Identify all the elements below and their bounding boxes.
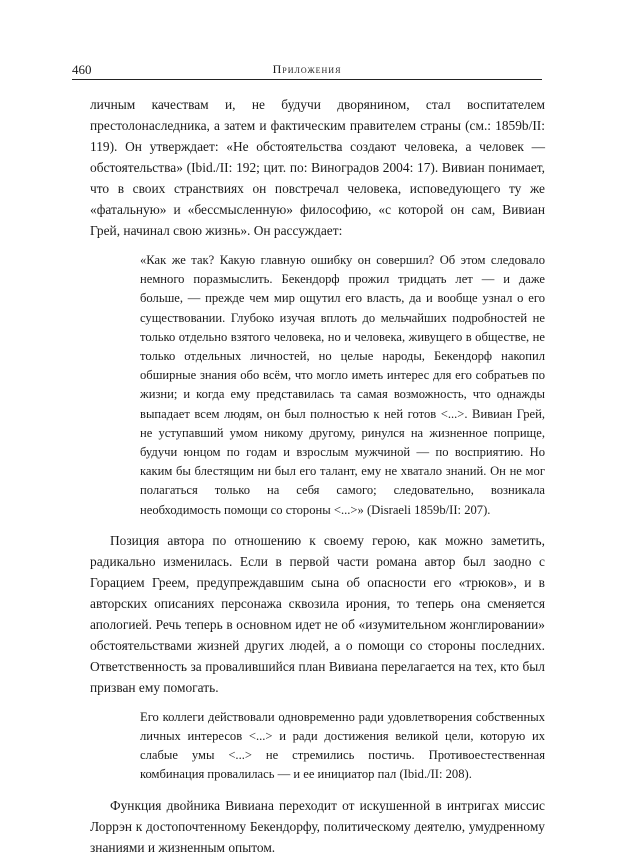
paragraph-2: Позиция автора по отношению к своему герою, как можно заметить, радикально изменилась. Если в первой части романа автор был заодно с Горацием Греем, предупреждавшим сына об опасности его «трюков», и в авторских описаниях персонажа сквозила ирония, то теперь она сменяется апологией. Речь теперь в основном идет не об «изумительном жонглировании» обстоятельствами жизней других людей, а о помощи со стороны последних. Ответственность за провалившийся план Вивиана перелагается на тех, кто был призван ему помогать. xyxy=(90,532,545,695)
paragraph-3: Функция двойника Вивиана переходит от искушенной в интригах миссис Лоррэн к достопочтенному Бекендорфу, политическому деятелю, умудренному знаниями и жизненным опытом. xyxy=(90,797,545,855)
page-number: 460 xyxy=(72,62,92,77)
paragraph-1: личным качествам и, не будучи дворянином, стал воспитателем престолонаследника, а затем и фактическим правителем страны (см.: 1859b/II: 119). Он утверждает: «Не обстоятельства создают человека, а человек — обстоятельства» (Ibid./II: 192; цит. по: Виноградов 2004: 17). Вивиан понимает, что в своих странствиях он повстречал человека, исповедующего ту же «фатальную» и «бессмысленную» философию, «с которой он сам, Вивиан Грей, начинал свою жизнь». Он рассуждает: xyxy=(90,97,545,238)
header-rule xyxy=(72,79,542,80)
block-quote-2: Его коллеги действовали одновременно ради удовлетворения собственных личных интересов <...> и ради достижения великой цели, которую их слабые умы <...> не стремились постичь. Противоестественная комбинация провалилась — и ее инициатор пал (Ibid./II: 208). xyxy=(140,709,545,782)
running-title: Приложения xyxy=(272,62,342,76)
main-text xyxy=(90,94,545,858)
block-quote-1: «Как же так? Какую главную ошибку он совершил? Об этом следовало немного поразмыслить. Бекендорф прожил тридцать лет — и даже больше, — прежде чем мир ощутил его власть, да и вообще узнал о его существовании. Глубоко изучая вплоть до мельчайших подробностей не только отдельно взятого человека, но и человека, живущего в обществе, не только отдельных личностей, но целые народы, Бекендорф накопил обширные знания обо всём, что могло иметь интерес для его собратьев по жизни; и когда ему представилась та самая возможность, что однажды выпадает всем людям, он был полностью к ней готов <...>. Вивиан Грей, не уступавший умом никому другому, ринулся на жизненное поприще, будучи юнцом по годам и взрослым мужчиной — по восприятию. Но каким бы блестящим ни был его талант, ему не хватало знаний. Он не мог полагаться только на себя самого; следовательно, возникала необходимость помощи со стороны <...>» (Disraeli 1859b/II: 207). xyxy=(140,253,545,517)
page-header xyxy=(72,62,542,78)
